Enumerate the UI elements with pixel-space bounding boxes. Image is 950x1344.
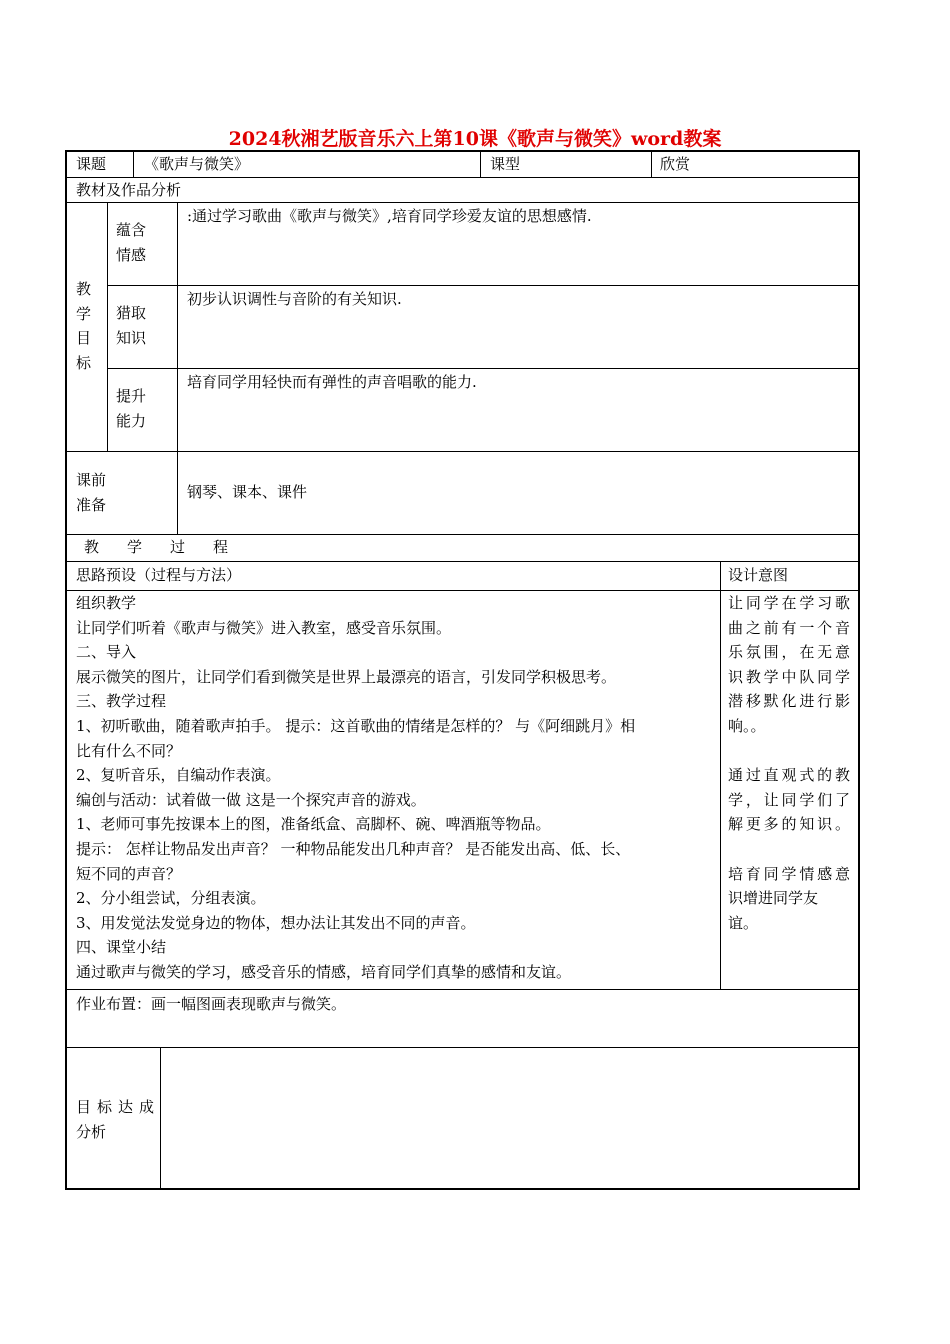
analysis-label: 教材及作品分析 xyxy=(76,181,182,199)
intent-line: 识教学中队同学 xyxy=(728,667,850,686)
goal-knowledge-label: 猎取 知识 xyxy=(116,304,147,347)
process-line: 让同学们听着《歌声与微笑》进入教室，感受音乐氛围。 xyxy=(76,618,452,637)
intent-line: 潜移默化进行影 xyxy=(728,692,850,711)
goals-side-label: 教 学 目 标 xyxy=(76,280,92,372)
process-line: 提示： 怎样让物品发出声音？ 一种物品能发出几种声音？ 是否能发出高、低、长、 xyxy=(76,839,631,858)
lesson-value: 《歌声与微笑》 xyxy=(144,155,250,173)
intent-line: 识增进同学友 xyxy=(728,889,819,908)
process-line: 1、老师可事先按课本上的图，准备纸盒、高脚杯、碗、啤酒瓶等物品。 xyxy=(76,815,551,834)
intent-line: 通过直观式的教 xyxy=(728,766,850,785)
intent-line: 曲之前有一个音 xyxy=(728,618,850,637)
process-heading: 教学过程 xyxy=(84,538,257,556)
intent-line: 学，让同学们了 xyxy=(728,790,850,809)
process-line: 组织教学 xyxy=(76,594,137,612)
goal-ability-text: 培育同学用轻快而有弹性的声音唱歌的能力. xyxy=(187,373,477,391)
process-line: 通过歌声与微笑的学习，感受音乐的情感，培育同学们真挚的感情和友谊。 xyxy=(76,962,572,981)
process-line: 二、导入 xyxy=(76,643,137,662)
process-line: 2、分小组尝试，分组表演。 xyxy=(76,889,266,908)
process-line: 2、复听音乐，自编动作表演。 xyxy=(76,766,281,785)
goal-analysis-label: 目标达成 分析 xyxy=(76,1098,154,1141)
intent-content xyxy=(728,591,850,935)
prep-text: 钢琴、课本、课件 xyxy=(187,483,308,501)
prep-label: 课前 准备 xyxy=(76,471,107,514)
process-line: 三、教学过程 xyxy=(76,692,167,711)
goal-knowledge-text: 初步认识调性与音阶的有关知识. xyxy=(187,290,402,308)
type-label: 课型 xyxy=(490,155,521,173)
intent-line xyxy=(728,739,850,764)
goal-emotion-label: 蕴含 情感 xyxy=(116,221,147,264)
goal-ability-label: 提升 能力 xyxy=(116,387,147,430)
goal-emotion-text: :通过学习歌曲《歌声与微笑》,培育同学珍爱友谊的思想感情. xyxy=(187,207,592,225)
process-right-header: 设计意图 xyxy=(728,566,789,584)
process-line: 四、课堂小结 xyxy=(76,938,167,957)
intent-line: 培育同学情感意 xyxy=(728,864,850,883)
intent-line: 解更多的知识。 xyxy=(728,815,850,834)
intent-line xyxy=(728,837,850,862)
process-line: 展示微笑的图片，让同学们看到微笑是世界上最漂亮的语言，引发同学积极思考。 xyxy=(76,667,617,686)
intent-line: 让同学在学习歌 xyxy=(728,594,850,612)
intent-line: 乐氛围，在无意 xyxy=(728,643,850,662)
process-line: 编创与活动：试着做一做 这是一个探究声音的游戏。 xyxy=(76,790,426,809)
process-content xyxy=(76,591,712,985)
type-value: 欣赏 xyxy=(660,155,691,173)
intent-line: 响。。 xyxy=(728,716,766,735)
process-line: 3、用发觉法发觉身边的物体，想办法让其发出不同的声音。 xyxy=(76,913,476,932)
process-line: 短不同的声音？ xyxy=(76,864,182,883)
lesson-label: 课题 xyxy=(76,155,107,173)
homework-text: 作业布置：画一幅图画表现歌声与微笑。 xyxy=(76,995,347,1013)
process-line: 比有什么不同？ xyxy=(76,741,182,760)
process-line: 1、初听歌曲，随着歌声拍手。 提示：这首歌曲的情绪是怎样的？ 与《阿细跳月》相 xyxy=(76,716,636,735)
process-left-header: 思路预设（过程与方法） xyxy=(76,566,242,584)
intent-line: 谊。 xyxy=(728,913,759,932)
document-title: 2024秋湘艺版音乐六上第10课《歌声与微笑》word教案 xyxy=(228,128,722,150)
